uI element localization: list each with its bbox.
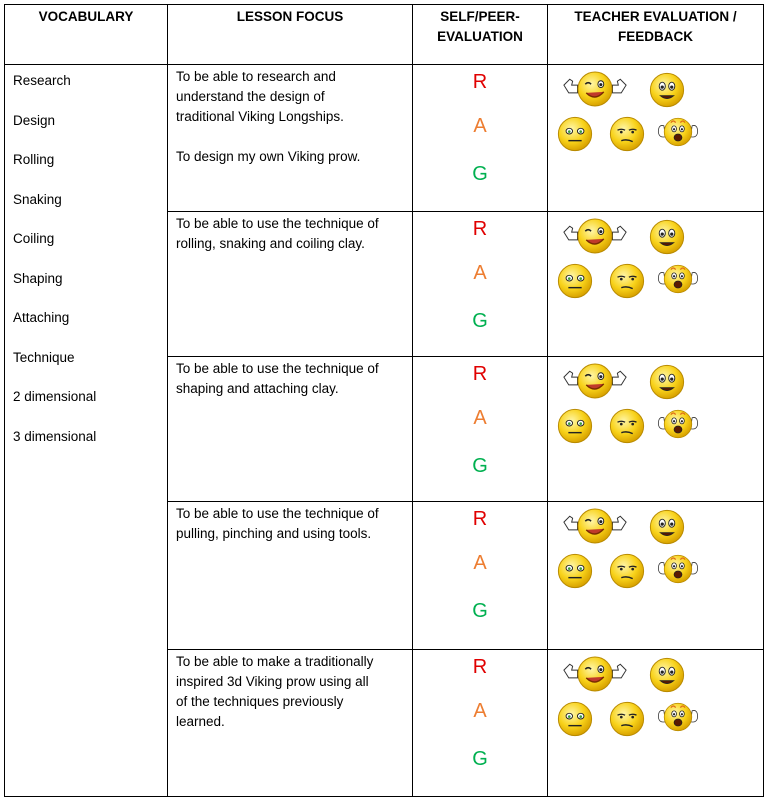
rag-green[interactable]: G [472,163,488,185]
neutral-face-icon[interactable] [556,700,594,738]
lesson-focus-line: of the techniques previously [176,694,344,709]
lesson-focus-line: learned. [176,714,225,729]
feedback-faces [548,502,763,592]
feedback-faces [548,212,763,302]
shocked-face-icon[interactable] [656,111,700,153]
vocabulary-item: Research [13,73,71,88]
header-row [5,5,764,65]
lesson-focus-cell [168,65,413,212]
feedback-faces [548,357,763,447]
happy-face-icon[interactable] [648,71,686,109]
lesson-focus-line: pulling, pinching and using tools. [176,526,372,541]
lesson-focus-header: LESSON FOCUS [168,5,413,65]
lesson-focus-cell [168,212,413,357]
unsure-face-icon[interactable] [608,700,646,738]
rag-amber[interactable]: A [473,407,487,429]
rag-amber[interactable]: A [473,552,487,574]
neutral-face-icon[interactable] [556,407,594,445]
happy-face-icon[interactable] [648,218,686,256]
vocabulary-list [13,71,167,466]
vocabulary-cell [5,65,168,797]
lesson-focus-line: To be able to research and [176,69,336,84]
vocabulary-header: VOCABULARY [5,5,168,65]
unsure-face-icon[interactable] [608,407,646,445]
teacher-feedback-cell [548,502,764,650]
happy-face-icon[interactable] [648,363,686,401]
teacher-evaluation-header: TEACHER EVALUATION / FEEDBACK [548,5,764,65]
teacher-feedback-cell [548,357,764,502]
lesson-focus-line: To be able to use the technique of [176,216,379,231]
lesson-focus-cell [168,502,413,650]
lesson-focus-line: rolling, snaking and coiling clay. [176,236,365,251]
rag-red[interactable]: R [472,218,488,240]
rag-red[interactable]: R [472,71,488,93]
rag-green[interactable]: G [472,310,488,332]
unsure-face-icon[interactable] [608,552,646,590]
lesson-focus-line: inspired 3d Viking prow using all [176,674,369,689]
lesson-focus-line: To be able to make a traditionally [176,654,374,669]
teacher-feedback-cell [548,65,764,212]
vocabulary-item: Design [13,112,56,128]
vocabulary-item: Coiling [13,231,55,246]
rag-red[interactable]: R [472,363,488,385]
unsure-face-icon[interactable] [608,115,646,153]
unsure-face-icon[interactable] [608,262,646,300]
lesson-focus-line: shaping and attaching clay. [176,381,339,396]
lesson-focus-line: To be able to use the technique of [176,361,379,376]
rag-green[interactable]: G [472,600,488,622]
vocabulary-item: Rolling [13,152,55,167]
neutral-face-icon[interactable] [556,115,594,153]
winking-thumbs-up-face-icon[interactable] [560,67,630,111]
vocabulary-item: Attaching [13,310,70,325]
rag-cell [413,502,548,650]
self-peer-evaluation-header: SELF/PEER- EVALUATION [413,5,548,65]
rag-cell [413,212,548,357]
vocabulary-item: 3 dimensional [13,428,97,444]
rag-red[interactable]: R [472,656,488,678]
vocabulary-item: Technique [13,349,75,365]
happy-face-icon[interactable] [648,656,686,694]
lesson-focus-gap [176,127,404,147]
lesson-focus-line: traditional Viking Longships. [176,109,344,124]
rag-cell [413,650,548,797]
evaluation-table [4,4,764,797]
winking-thumbs-up-face-icon[interactable] [560,504,630,548]
lesson-focus-line: understand the design of [176,89,325,104]
winking-thumbs-up-face-icon[interactable] [560,652,630,696]
shocked-face-icon[interactable] [656,696,700,738]
rag-green[interactable]: G [472,748,488,770]
teacher-feedback-cell [548,650,764,797]
happy-face-icon[interactable] [648,508,686,546]
neutral-face-icon[interactable] [556,552,594,590]
rag-amber[interactable]: A [473,262,487,284]
lesson-focus-cell [168,357,413,502]
lesson-row [5,65,764,212]
lesson-focus-line: To design my own Viking prow. [176,149,361,164]
lesson-focus-line: To be able to use the technique of [176,506,379,521]
rag-amber[interactable]: A [473,700,487,722]
rag-green[interactable]: G [472,455,488,477]
vocabulary-item: 2 dimensional [13,389,97,404]
winking-thumbs-up-face-icon[interactable] [560,359,630,403]
shocked-face-icon[interactable] [656,548,700,590]
rag-cell [413,65,548,212]
feedback-faces [548,650,763,740]
lesson-focus-cell [168,650,413,797]
shocked-face-icon[interactable] [656,258,700,300]
rag-red[interactable]: R [472,508,488,530]
shocked-face-icon[interactable] [656,403,700,445]
vocabulary-item: Snaking [13,191,62,207]
feedback-faces [548,65,763,155]
neutral-face-icon[interactable] [556,262,594,300]
teacher-feedback-cell [548,212,764,357]
vocabulary-item: Shaping [13,270,63,286]
winking-thumbs-up-face-icon[interactable] [560,214,630,258]
rag-cell [413,357,548,502]
rag-amber[interactable]: A [473,115,487,137]
